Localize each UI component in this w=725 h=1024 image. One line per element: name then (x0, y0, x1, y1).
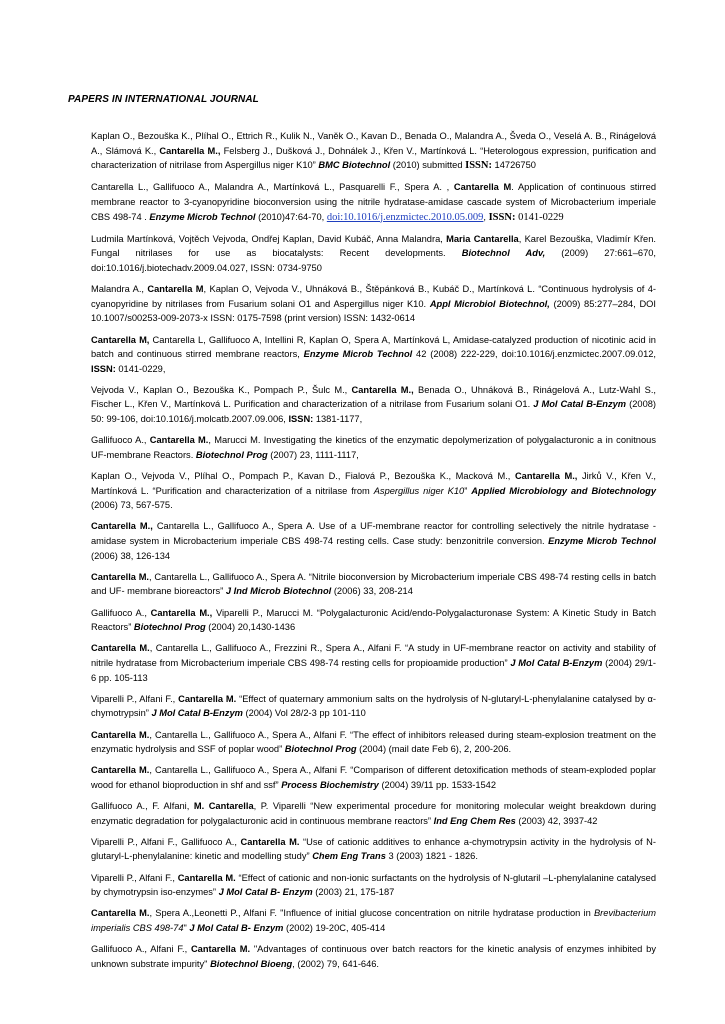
reference-entry (91, 282, 656, 326)
reference-text: (2008) 50: 99-106, doi:10.1016/j.molcatb.2007.09.006, (91, 399, 657, 425)
author-highlight: Cantarella M. (190, 944, 251, 955)
author-highlight: Cantarella M, (91, 334, 150, 345)
reference-text: Malandra A., (91, 284, 148, 295)
reference-entry (91, 692, 656, 721)
reference-entry (91, 433, 656, 462)
author-highlight: Cantarella M. (178, 693, 237, 704)
author-highlight: Maria Cantarella (446, 233, 519, 244)
reference-text: Kaplan O., Vejvoda V., Plíhal O., Pompach P., Kavan D., Fialová P., Bezouška K., Macková M., (91, 471, 515, 482)
reference-text: Cantarella L., Gallifuoco A., Spera A. Use of a UF-membrane reactor for controlling selectively the nitrile hydratase - amidase system in Microbacterium imperiale CBS 498-74 resting cells. Case study: benzonitrile conversion. (91, 521, 656, 546)
reference-text: (2010) submitted (390, 160, 466, 171)
reference-text: “Effect of cationic and non-ionic surfactants on the hydrolysis of N-glutaril –L-phenylalanine catalysed by chymotrypsin iso-enzymes” (91, 872, 656, 898)
reference-text: Gallifuoco A., Alfani F., (91, 944, 191, 955)
reference-entry (91, 942, 656, 971)
reference-text: Viparelli P., Alfani F., (91, 693, 179, 704)
reference-text: , (2002) 79, 641-646. (292, 958, 380, 969)
reference-text: (2004) 20,1430-1436 (205, 622, 296, 633)
reference-text: (2006) 38, 126-134 (91, 550, 171, 561)
reference-text: , Kaplan O, Vejvoda V., Uhnáková B., Štěpánková B., Kubáč D., Martínková L. “Continuous hydrolysis of 4-cyanopyridine by nitrilases from Fusarium solani O1 and Aspergillus niger K10. (91, 284, 657, 309)
reference-text: , Cantarella L., Gallifuoco A., Frezzini R., Spera A., Alfani F. “A study in UF-membrane reactor on activity and stability of nitrile hydratase from Microbacterium imperiale CBS 498-74 resting cells for propioamide production” (91, 643, 656, 668)
reference-text: (2003) 21, 175-187 (312, 887, 395, 898)
reference-text: " (183, 923, 190, 933)
author-highlight: Cantarella M. (91, 571, 150, 582)
reference-text: , Cantarella L., Gallifuoco A., Spera A., Alfani F. “The effect of inhibitors released during steam-explosion treatment on the enzymatic hydrolysis and SSF of poplar wood” (91, 729, 656, 755)
reference-entry (91, 519, 656, 563)
reference-entry (91, 728, 656, 757)
reference-text: , Cantarella L., Gallifuoco A., Spera A. “Nitrile bioconversion by Microbacterium imperiale CBS 498-74 resting cells in batch and UF- membrane bioreactors” (91, 571, 656, 597)
reference-text: Cantarella L., Gallifuoco A., Malandra A., Martínková L., Pasquarelli F., Spera A. , (91, 182, 454, 193)
reference-text: Felsberg J., Dušková J., Dohnálek J., Křen V., Martínková L. “Heterologous expression, purification and characterization of nitrilase from Aspergillus niger K10” (91, 145, 657, 171)
reference-text: “Use of cationic additives to enhance a-chymotrypsin activity in the hydrolysis of N-glutaryl-L-phenylalanine: kinetic and modelling study” (91, 836, 656, 862)
reference-entry (91, 570, 656, 599)
reference-text: “Effect of quaternary ammonium salts on the hydrolysis of N-glutaryl-L-phenylalanine catalysed by α-chymotrypsin” (91, 693, 656, 719)
author-highlight: Cantarella M., (514, 471, 578, 482)
reference-text: 1381-1177, (313, 414, 363, 425)
journal-name: BMC Biotechnol (318, 160, 391, 171)
author-highlight: Cantarella M. (149, 435, 209, 446)
author-highlight: ISSN: (288, 414, 314, 425)
journal-name: Biotechnol Prog (195, 449, 268, 460)
reference-text: Gallifuoco A., (91, 607, 151, 618)
reference-entry (91, 641, 656, 685)
reference-entry (91, 129, 656, 174)
reference-text: Gallifuoco A., (91, 435, 150, 446)
reference-entry (91, 763, 656, 792)
reference-text: 3 (2003) 1821 - 1826. (385, 851, 478, 862)
reference-entry (91, 606, 656, 635)
reference-text: Cantarella L, Gallifuoco A, Intellini R, Kaplan O, Spera A, Martínková L, Amidase-catalyzed production of nicotinic acid in batch and continuous stirred membrane reactors, (91, 334, 656, 360)
journal-name: Biotechnol Prog (133, 622, 206, 633)
author-highlight: Cantarella M. (91, 643, 150, 654)
author-highlight: Cantarella M. (91, 908, 150, 919)
reference-text: Viparelli P., Alfani F., Gallifuoco A., (91, 836, 241, 847)
reference-text: . Application of continuous stirred membrane reactor to 3-cyanopyridine bioconversion using the nitrile hydratase-amidase cascade system of Microbacterium imperiale CBS 498-74 . (91, 182, 656, 222)
journal-name: J Mol Catal B-Enzym (533, 399, 627, 410)
italic-text: Brevibacterium imperialis CBS 498-74 (91, 908, 656, 933)
reference-text: , P. Viparelli “New experimental procedure for monitoring molecular weight breakdown during enzymatic degradation for polygalacturonic acid in continuous membrane reactors” (91, 801, 656, 826)
author-highlight: Cantarella M., (159, 145, 221, 156)
reference-text: (2009) 85:277–284, DOI 10.1007/s00253-009-2073-x ISSN: 0175-7598 (print version) ISSN: 1432-0614 (91, 298, 656, 324)
reference-text: Kaplan O., Bezouška K., Plíhal O., Ettrich R., Kulik N., Vaněk O., Kavan D., Benada O., Malandra A., Šveda O., Veselá A. B., Rinágelová A., Slámová K., (91, 131, 656, 156)
reference-text: (2002) 19-20C, 405-414 (283, 923, 386, 933)
reference-entry (91, 469, 656, 513)
journal-name: Enzyme Microb Technol (149, 211, 256, 222)
reference-entry (91, 871, 656, 900)
reference-text: Viparelli P., Alfani F., (91, 872, 178, 883)
reference-text: (2010)47:64-70, (255, 211, 327, 222)
reference-text: (2004) 29/1-6 pp. 105-113 (91, 657, 656, 683)
reference-text: 0141-0229, (115, 363, 166, 374)
reference-text: Jirků V., Křen V., Martínková L. “Purification and characterization of a nitrilase from (91, 471, 657, 496)
reference-text: (2003) 42, 3937-42 (515, 815, 598, 826)
reference-entry (91, 906, 656, 935)
reference-text: 42 (2008) 222-229, doi:10.1016/j.enzmictec.2007.09.012, (412, 349, 656, 360)
journal-name: Applied Microbiology and Biotechnology (471, 485, 657, 496)
journal-name: Biotechnol Adv, (461, 248, 546, 259)
reference-text: (2004) (mail date Feb 6), 2, 200-206. (356, 744, 512, 755)
reference-entry (91, 835, 656, 864)
reference-text: (2006) 73, 567-575. (91, 500, 173, 511)
italic-text: Aspergillus niger K10 (373, 485, 465, 496)
author-highlight: Cantarella M. (91, 729, 150, 740)
reference-entry (91, 232, 656, 276)
reference-list (91, 129, 656, 978)
reference-text: , Cantarella L., Gallifuoco A., Spera A., Alfani F. “Comparison of different detoxification methods of steam-exploded poplar wood for ethanol bioproduction in shf and ssf” (91, 765, 656, 790)
journal-name: Chem Eng Trans (312, 851, 386, 862)
issn-label: ISSN: (488, 211, 516, 223)
journal-name: Ind Eng Chem Res (433, 815, 516, 826)
author-highlight: M. Cantarella (193, 801, 254, 812)
reference-text: ” (464, 485, 472, 496)
author-highlight: Cantarella M. (91, 765, 150, 776)
issn-number: 0141-0229 (515, 211, 564, 223)
journal-name: Enzyme Microb Technol (548, 536, 656, 546)
reference-entry (91, 799, 656, 828)
journal-name: Biotechnol Bioeng (210, 958, 293, 969)
reference-text: (2006) 33, 208-214 (331, 586, 413, 597)
journal-name: J Mol Catal B- Enzym (189, 923, 284, 933)
author-highlight: Cantarella M. (240, 836, 300, 847)
author-highlight: Cantarella M., (351, 384, 414, 395)
section-heading: PAPERS IN INTERNATIONAL JOURNAL (68, 94, 259, 105)
reference-entry (91, 180, 656, 225)
reference-text: Viparelli P., Marucci M. “Polygalacturonic Acid/endo-Polygalacturonase System: A Kinetic Study in Batch Reactors” (91, 607, 656, 633)
reference-text: (2004) 39/11 pp. 1533-1542 (378, 779, 497, 790)
author-highlight: ISSN: (91, 363, 116, 374)
author-highlight: Cantarella M (147, 284, 204, 295)
reference-text: (2007) 23, 1111-1117, (267, 449, 359, 460)
journal-name: J Mol Catal B-Enzym (510, 657, 603, 668)
issn-label: ISSN: (465, 160, 492, 172)
journal-name: Process Biochemistry (281, 779, 379, 790)
journal-name: J Mol Catal B- Enzym (218, 887, 313, 898)
reference-text: Vejvoda V., Kaplan O., Bezouška K., Pompach P., Šulc M., (91, 384, 352, 395)
reference-text: 14726750 (491, 160, 536, 171)
journal-name: J Mol Catal B-Enzym (151, 708, 243, 719)
reference-text: , Marucci M. Investigating the kinetics of the enzymatic depolymerization of polygalacturonic a in conitnous UF-membrane Reactors. (91, 435, 656, 460)
author-highlight: Cantarella M., (91, 521, 153, 532)
doi-link[interactable]: doi:10.1016/j.enzmictec.2010.05.009 (326, 211, 484, 223)
reference-text: (2009) 27:661–670, doi:10.1016/j.biotechadv.2009.04.027, ISSN: 0734-9750 (91, 248, 656, 273)
reference-text: , Karel Bezouška, Vladimír Křen. Fungal nitrilases for use as biocatalysts: Recent developments. (91, 233, 656, 259)
journal-name: Enzyme Microb Technol (303, 349, 413, 360)
reference-text: (2004) Vol 28/2-3 pp 101-110 (242, 708, 366, 719)
reference-text: Ludmila Martínková, Vojtěch Vejvoda, Ondřej Kaplan, David Kubáč, Anna Malandra, (91, 233, 447, 244)
reference-text: Gallifuoco A., F. Alfani, (91, 801, 194, 812)
reference-entry (91, 333, 656, 377)
journal-name: Appl Microbiol Biotechnol, (429, 298, 550, 309)
journal-name: J Ind Microb Biotechnol (225, 586, 332, 597)
reference-text: , Spera A.,Leonetti P., Alfani F. "Influence of initial glucose concentration on nitrile hydratase production in (149, 908, 594, 919)
reference-text: "Advantages of continuous over batch reactors for the kinetic analysis of enzymes inhibited by unknown substrate impurity" (91, 944, 656, 969)
author-highlight: Cantarella M (453, 182, 512, 193)
journal-name: Biotechnol Prog (284, 744, 357, 755)
reference-text: Benada O., Uhnáková B., Rinágelová A., Lutz-Wahl S., Fischer L., Křen V., Martínková L. Purification and characterization of a nitrilase from Fusarium solani O1. (91, 384, 656, 410)
reference-entry (91, 383, 656, 427)
author-highlight: Cantarella M., (150, 607, 213, 618)
reference-text: , (483, 211, 489, 222)
author-highlight: Cantarella M. (177, 872, 236, 883)
